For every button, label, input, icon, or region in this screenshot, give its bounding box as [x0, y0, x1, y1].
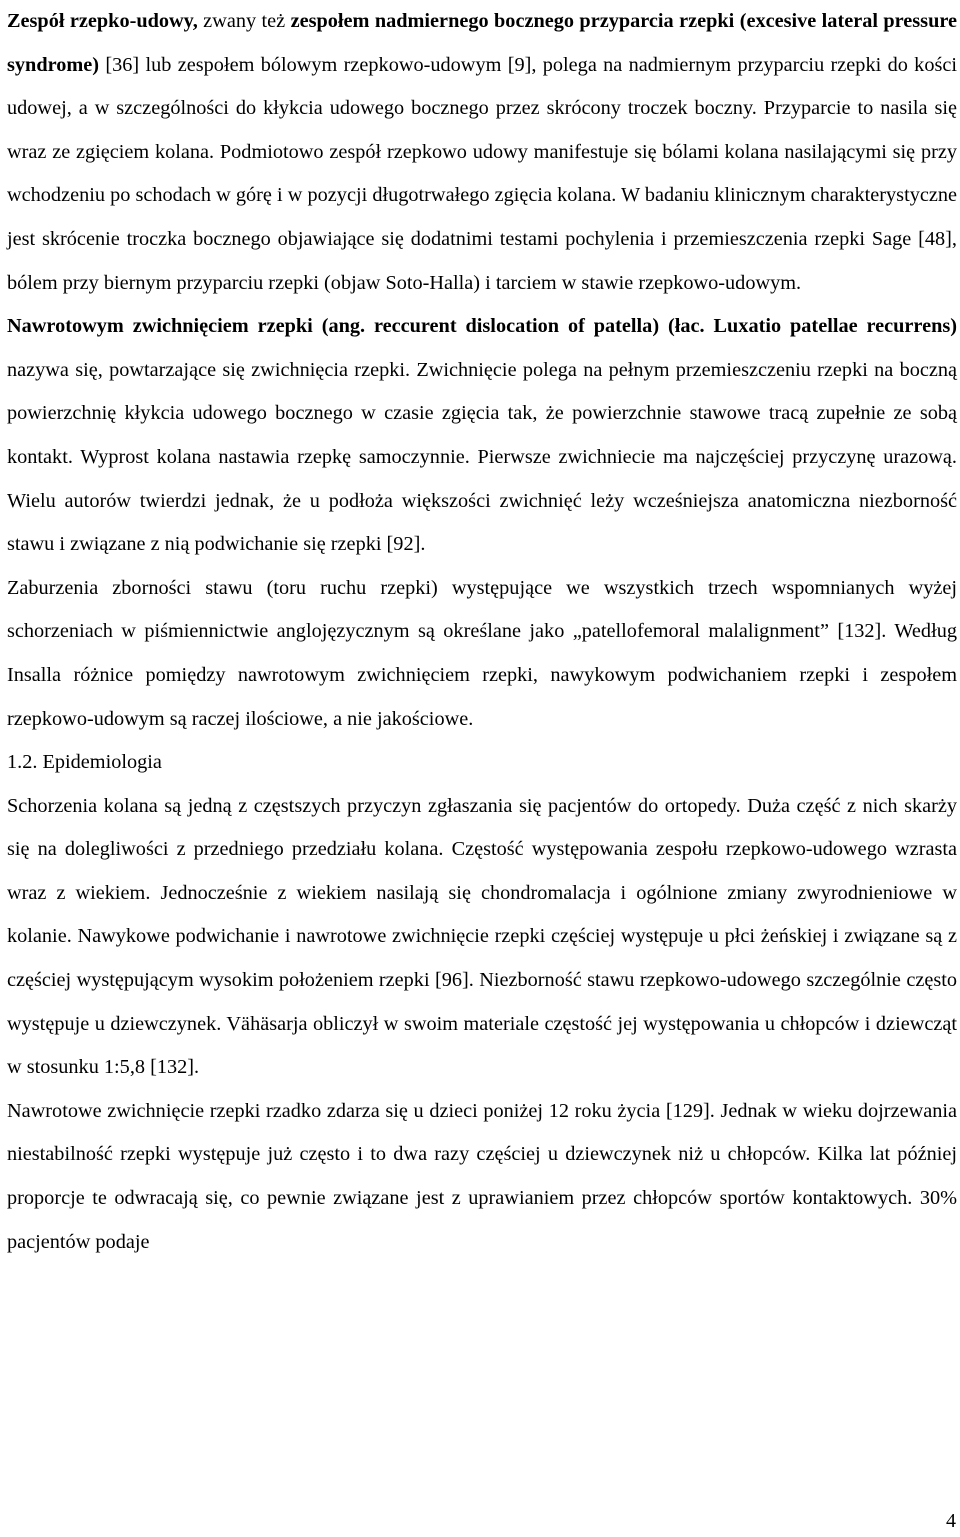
paragraph [7, 305, 957, 567]
text-run: Nawrotowe zwichnięcie rzepki rzadko zdarza się u dzieci poniżej 12 roku życia [129]. Jednak w wieku dojrzewania niestabilność rzepki występuje już często i to dwa razy częściej u dziewczynek niż u chłopców. Kilka lat później proporcje te odwracają się, co pewnie związane jest z uprawianiem przez chłopców sportów kontaktowych. 30% pacjentów podaje [7, 1099, 957, 1253]
bold-text: zespołem nadmiernego bocznego przyparcia rzepki (excesive lateral pressure syndrome) [7, 10, 957, 76]
text-run: nazywa się, powtarzające się zwichnięcia rzepki. Zwichnięcie polega na pełnym przemieszczeniu rzepki na boczną powierzchnię kłykcia udowego bocznego w czasie zgięcia tak, że powierzchnie stawowe tracą zupełnie ze sobą kontakt. Wyprost kolana nastawia rzepkę samoczynnie. Pierwsze zwichniecie ma najczęściej przyczynę urazową. Wielu autorów twierdzi jednak, że u podłoża większości zwichnięć leży wcześniejsza anatomiczna niezborność stawu i związane z nią podwichanie się rzepki [92]. [7, 358, 957, 556]
section-heading: 1.2. Epidemiologia [7, 751, 162, 774]
text-run: zwany też [197, 10, 291, 32]
body-text-top [7, 0, 957, 741]
text-run: [36] lub zespołem bólowym rzepkowo-udowym [9], polega na nadmiernym przyparciu rzepki do kości udowej, a w szczególności do kłykcia udowego bocznego przez skrócony troczek boczny. Przyparcie to nasila się wraz ze zgięciem kolana. Podmiotowo zespół rzepkowo udowy manifestuje się bólami kolana nasilającymi się przy wchodzeniu po schodach w górę i w pozycji długotrwałego zgięcia kolana. W badaniu klinicznym charakterystyczne jest skrócenie troczka bocznego objawiające się dodatnimi testami pochylenia i przemieszczenia rzepki Sage [48], bólem przy biernym przyparciu rzepki (objaw Soto-Halla) i tarciem w stawie rzepkowo-udowym. [7, 53, 957, 294]
paragraph [7, 785, 957, 1090]
body-text-bottom [7, 785, 957, 1265]
bold-text: Zespół rzepko-udowy, [7, 10, 198, 32]
document-page [7, 0, 957, 1264]
text-run: Zaburzenia zborności stawu (toru ruchu rzepki) występujące we wszystkich trzech wspomnianych wyżej schorzeniach w piśmiennictwie anglojęzycznym są określane jako „patellofemoral malalignment” [132]. Według Insalla różnice pomiędzy nawrotowym zwichnięciem rzepki, nawykowym podwichaniem rzepki i zespołem rzepkowo-udowym są raczej ilościowe, a nie jakościowe. [7, 576, 957, 730]
paragraph [7, 0, 957, 305]
page-number: 4 [946, 1510, 956, 1532]
bold-text: Nawrotowym zwichnięciem rzepki (ang. reccurent dislocation of patella) (łac. Luxatio patellae recurrens) [7, 315, 957, 338]
text-run: Schorzenia kolana są jedną z częstszych przyczyn zgłaszania się pacjentów do ortopedy. Duża część z nich skarży się na dolegliwości z przedniego przedziału kolana. Częstość występowania zespołu rzepkowo-udowego wzrasta wraz z wiekiem. Jednocześnie z wiekiem nasilają się chondromalacja i ogólnione zmiany zwyrodnieniowe w kolanie. Nawykowe podwichanie i nawrotowe zwichnięcie rzepki częściej występuje u płci żeńskiej i związane są z częściej występującym wysokim położeniem rzepki [96]. Niezborność stawu rzepkowo-udowego szczególnie często występuje u dziewczynek. Vähäsarja obliczył w swoim materiale częstość jej występowania u chłopców i dziewcząt w stosunku 1:5,8 [132]. [7, 794, 957, 1079]
paragraph [7, 1090, 957, 1264]
paragraph [7, 567, 957, 741]
